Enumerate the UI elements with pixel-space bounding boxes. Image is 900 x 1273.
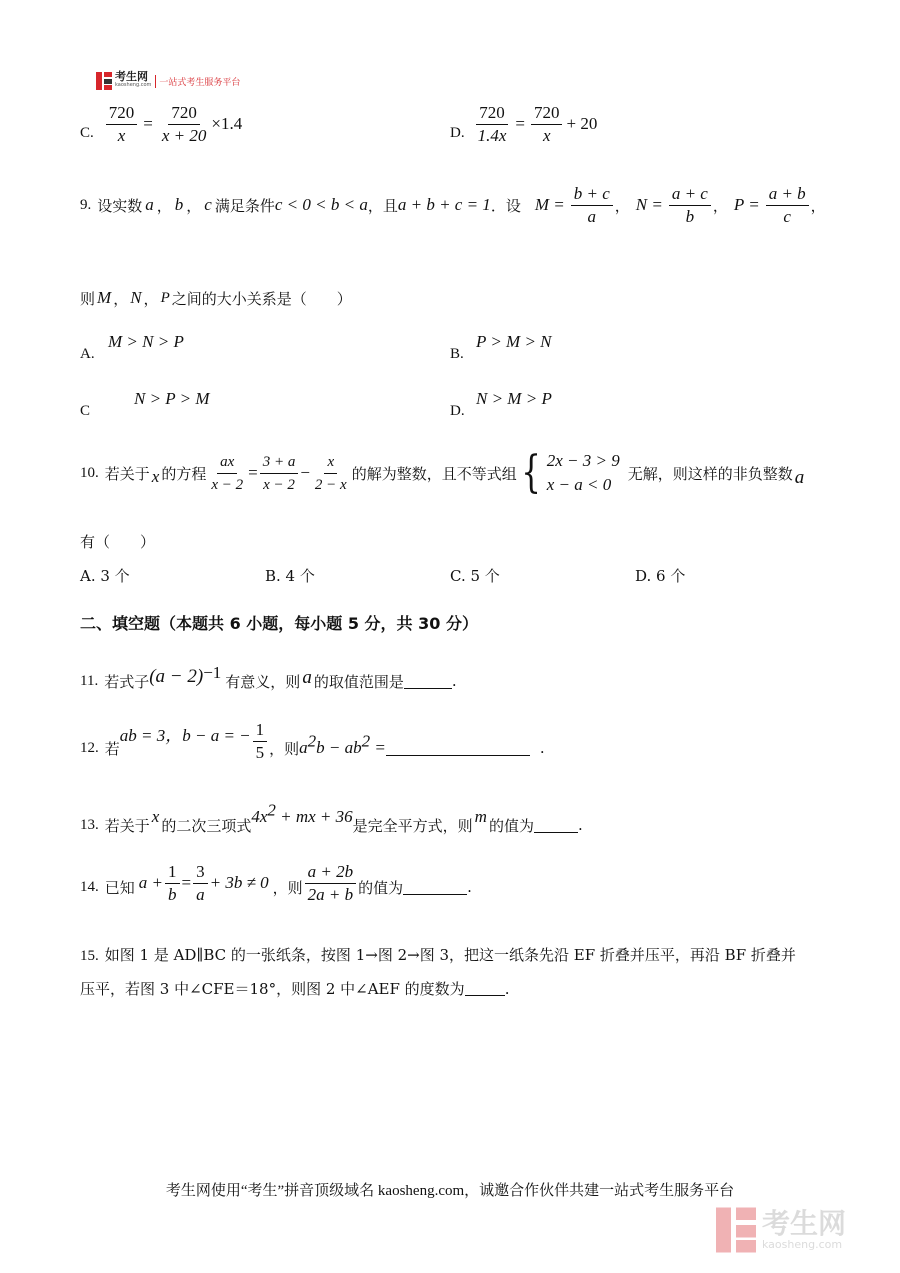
q8-option-d: D. $\frac{720}{1.4x}$ = $\frac{720}{x}$ + 20: [450, 102, 598, 145]
q12: 12. 若 ab = 3，b − a = − $\frac{1}{5}$ ，则 $a^2b - ab^2$ = .: [80, 719, 545, 762]
fraction: $\frac{1}{b}$: [165, 863, 180, 904]
q10-option-a: A. 3 个: [80, 567, 130, 585]
fraction: $\frac{720}{x}$: [106, 104, 138, 145]
footer-text: 考生网使用“考生”拼音顶级域名 kaosheng.com，诚邀合作伙伴共建一站式考生服务平台: [165, 1183, 735, 1199]
q10-option-d: D. 6 个: [635, 567, 686, 585]
q9-condition: c < 0 < b < a: [274, 195, 368, 214]
q10-option-b: B. 4 个: [265, 567, 315, 585]
watermark-mark-icon: [716, 1207, 756, 1253]
q9-option-b: B. P > M > N: [450, 332, 552, 362]
fraction: $\frac{ax}{x - 2}$: [211, 453, 244, 493]
q9-option-a: A. M > N > P: [80, 332, 184, 362]
fraction-n: $\frac{a + c}{b}$: [669, 185, 711, 226]
fraction: $\frac{a + 2b}{2a + b}$: [305, 863, 356, 904]
q13: 13. 若关于 x 的二次三项式 $4x^2$ + mx + 36 是完全平方式，则 m 的值为 .: [80, 800, 583, 835]
logo-mark-icon: [96, 72, 112, 90]
q9-option-d: D. N > M > P: [450, 389, 552, 419]
fraction: $\frac{x}{2 - x}$: [314, 453, 347, 493]
q9-stem: 9. 设实数 a ， b ， c 满足条件 c < 0 < b < a ，且 a + b + c = 1 ．设 M = $\frac{b + c}{a}$ ， N = $\frac{a + c}{b}$ ， P = $\frac{a + b}{c}$ ，: [80, 183, 826, 226]
option-label: D.: [450, 124, 465, 141]
answer-blank[interactable]: [404, 674, 452, 689]
logo-name: 考生网: [115, 70, 148, 83]
fraction: $\frac{720}{x}$: [531, 104, 563, 145]
fraction: $\frac{3 + a}{x - 2}$: [260, 453, 299, 494]
option-label: C.: [80, 124, 94, 141]
q9-option-c: C N > P > M: [80, 389, 210, 419]
answer-blank[interactable]: [534, 818, 578, 833]
fraction: $\frac{720}{x + 20}$: [161, 102, 207, 145]
fraction-p: $\frac{a + b}{c}$: [766, 185, 809, 226]
fraction-m: $\frac{b + c}{a}$: [571, 185, 613, 226]
q10-line2: 有（ ）: [80, 533, 156, 551]
inequality-system: { 2x − 3 > 9 x − a < 0: [520, 447, 620, 498]
answer-blank[interactable]: [403, 880, 467, 895]
header-logo: [96, 70, 240, 92]
q10-option-c: C. 5 个: [450, 567, 500, 585]
fraction: $\frac{1}{5}$: [253, 721, 268, 762]
fraction: $\frac{720}{1.4x}$: [477, 102, 507, 145]
q9-sum: a + b + c = 1: [397, 195, 491, 214]
watermark-domain: kaosheng.com: [762, 1238, 843, 1251]
math-text: ×1.4: [211, 114, 243, 133]
q8-option-c: C. $\frac{720}{x}$ = $\frac{720}{x + 20}$ ×1.4: [80, 102, 243, 145]
q15-line1: 15. 如图 1 是 AD∥BC 的一张纸条，按图 1→图 2→图 3，把这一纸条先沿 EF 折叠并压平，再沿 BF 折叠并: [80, 946, 796, 964]
logo-tagline: 一站式考生服务平台: [155, 75, 240, 88]
q10-stem: 10. 若关于 x 的方程 $\frac{ax}{x - 2}$ = $\frac{3 + a}{x - 2}$ − $\frac{x}{2 - x}$ 的解为整数，且不等式组 { 2x − 3 > 9 x − a < 0 无解，则这样的非负整数 a: [80, 447, 805, 498]
left-brace-icon: {: [520, 447, 541, 498]
answer-blank[interactable]: [465, 981, 505, 996]
watermark-name: 考生网: [762, 1207, 847, 1240]
math-text: + 20: [566, 114, 598, 133]
logo-domain: kaosheng.com: [115, 82, 152, 88]
q11: 11. 若式子 (a − 2) −1 有意义，则 a 的取值范围是 .: [80, 663, 457, 691]
q9-line2: 则 M ， N ， P 之间的大小关系是（ ）: [80, 288, 352, 308]
fraction: $\frac{3}{a}$: [193, 863, 208, 904]
watermark-logo: [716, 1204, 846, 1256]
q14: 14. 已知 a + $\frac{1}{b}$ = $\frac{3}{a}$ + 3b ≠ 0 ，则 $\frac{a + 2b}{2a + b}$ 的值为 .: [80, 861, 472, 904]
section-heading: 二、填空题（本题共 6 小题，每小题 5 分，共 30 分）: [80, 614, 478, 633]
answer-blank[interactable]: [386, 741, 530, 756]
q15-line2: 压平，若图 3 中∠CFE＝18°，则图 2 中∠AEF 的度数为 .: [80, 979, 510, 998]
